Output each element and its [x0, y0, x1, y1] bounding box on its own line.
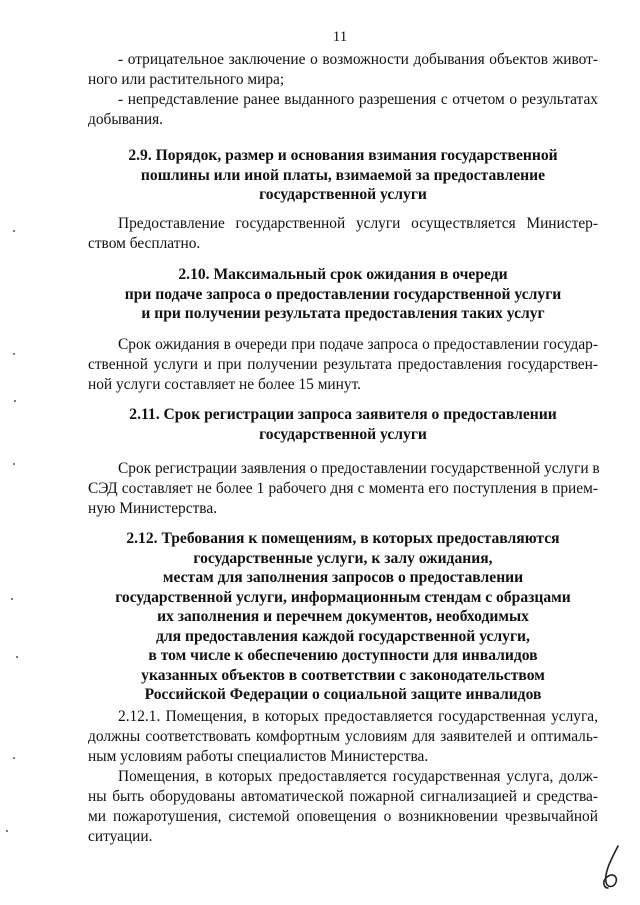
heading-line: и при получении результата предоставления таких услуг — [141, 305, 545, 322]
text-line: должны соответствовать комфортным условиям для заявителей и оптималь- — [88, 728, 598, 745]
text-line: ственной услуги и при получении результата предоставления государствен- — [88, 356, 598, 373]
scan-speck — [11, 598, 13, 600]
section-text-2-12-1 — [88, 707, 598, 767]
text-line: ством бесплатно. — [88, 235, 201, 252]
heading-line: 2.10. Максимальный срок ожидания в очереди — [178, 266, 508, 283]
heading-line: местам для заполнения запросов о предоставлении — [162, 569, 524, 586]
section-heading-2-10 — [88, 265, 598, 324]
section-text-2-9 — [88, 214, 598, 254]
text-line: - непредставление ранее выданного разрешения с отчетом о результатах — [118, 91, 598, 108]
heading-line: пошлины или иной платы, взимаемой за предоставление — [140, 166, 546, 184]
section-heading-2-11 — [88, 405, 598, 444]
text-line: ной услуги составляет не более 15 минут. — [88, 376, 362, 393]
heading-line: государственной услуги, информационным стендам с образцами — [115, 588, 571, 606]
heading-line: государственные услуги, к залу ожидания, — [193, 549, 493, 567]
text-line: Помещения, в которых предоставляется государственная услуга, долж- — [118, 768, 598, 785]
scan-speck — [14, 400, 16, 402]
heading-line: государственной услуги — [259, 186, 427, 203]
heading-line: 2.12. Требования к помещениям, в которых предоставляются — [126, 530, 560, 547]
scan-speck — [6, 830, 8, 832]
text-line: добывания. — [88, 111, 163, 128]
heading-line: Российской Федерации о социальной защите инвалидов — [144, 686, 542, 703]
text-line: ного или растительного мира; — [88, 71, 285, 88]
scan-speck — [13, 463, 15, 465]
text-line: ми пожаротушения, системой оповещения о возникновении чрезвычайной — [88, 808, 598, 825]
page-number: 11 — [332, 29, 348, 45]
section-text-2-12-2 — [88, 767, 598, 847]
section-text-2-10 — [88, 335, 598, 395]
handwritten-mark-icon — [592, 842, 632, 892]
text-line: ны быть оборудованы автоматической пожарной сигнализацией и средства- — [88, 788, 598, 805]
heading-line: 2.11. Срок регистрации запроса заявителя о предоставлении — [129, 406, 557, 423]
text-line: - отрицательное заключение о возможности добывания объектов живот- — [118, 51, 598, 68]
text-line: ным условиям работы специалистов Министерства. — [88, 748, 429, 765]
text-line: СЭД составляет не более 1 рабочего дня с момента его поступления в прием- — [88, 480, 598, 497]
heading-line: для предоставления каждой государственной услуги, — [156, 627, 530, 645]
text-line: ситуации. — [88, 828, 153, 845]
intro-text — [88, 50, 598, 130]
scan-speck — [13, 353, 15, 355]
text-line: Срок регистрации заявления о предоставлении государственной услуги в — [118, 460, 600, 477]
section-heading-2-9 — [88, 146, 598, 205]
heading-line: при подаче запроса о предоставлении государственной услуги — [124, 285, 562, 303]
heading-line: в том числе к обеспечению доступности для инвалидов — [148, 647, 538, 664]
heading-line: 2.9. Порядок, размер и основания взимания государственной — [128, 147, 558, 164]
section-text-2-11 — [88, 459, 598, 519]
text-line: Срок ожидания в очереди при подаче запроса о предоставлении государ- — [118, 336, 598, 353]
heading-line: их заполнения и перечнем документов, необходимых — [157, 608, 529, 625]
text-line: Предоставление государственной услуги осуществляется Министер- — [118, 215, 598, 232]
scan-speck — [16, 656, 18, 658]
section-heading-2-12 — [88, 529, 598, 705]
heading-line: государственной услуги — [259, 425, 427, 443]
scan-speck — [13, 757, 15, 759]
text-line: ную Министерства. — [88, 500, 218, 517]
scan-speck — [13, 230, 15, 232]
text-line: 2.12.1. Помещения, в которых предоставляется государственная услуга, — [118, 708, 598, 725]
heading-line: указанных объектов в соответствии с законодательством — [141, 666, 545, 684]
